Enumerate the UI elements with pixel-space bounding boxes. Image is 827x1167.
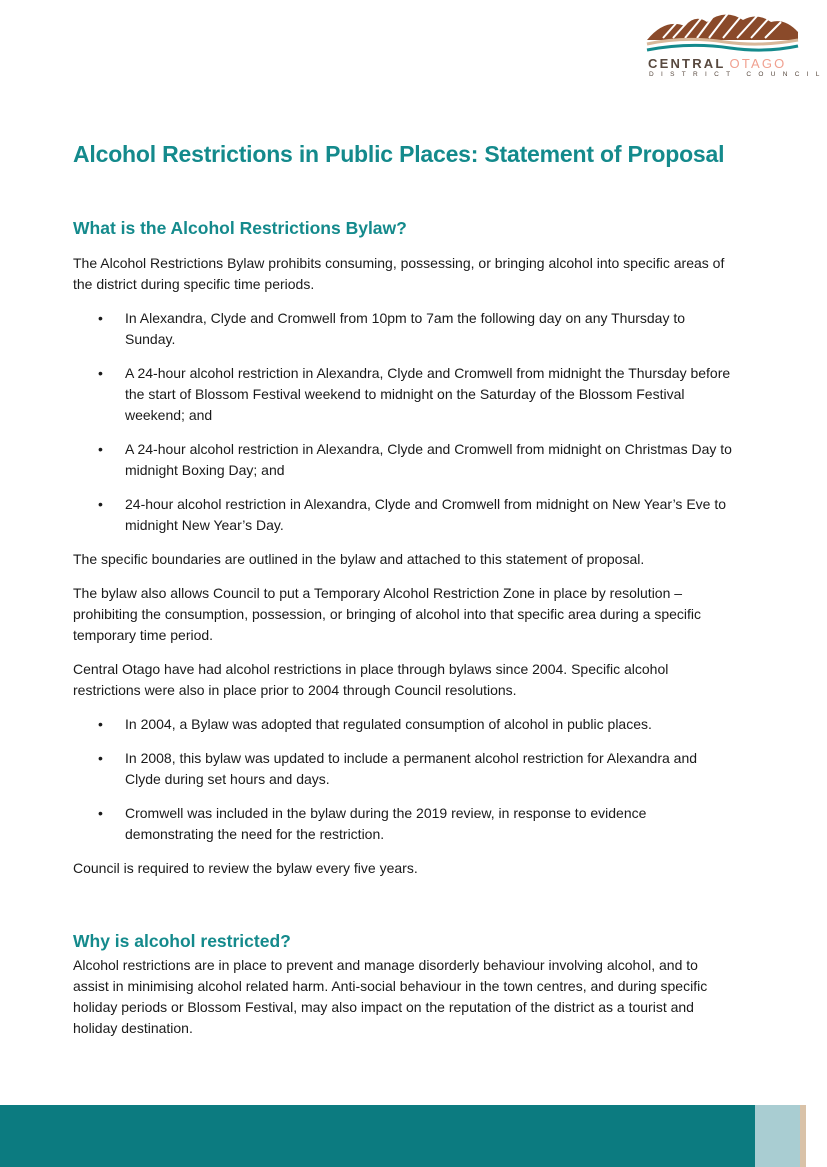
bullet-icon: • (98, 365, 103, 381)
logo-wordmark: CENTRAL OTAGO (648, 56, 787, 71)
list-item: • In 2008, this bylaw was updated to include a permanent alcohol restriction for Alexandra and Clyde during set hours and days. (98, 750, 698, 787)
paragraph: The Alcohol Restrictions Bylaw prohibits consuming, possessing, or bringing alcohol into specific areas of the district during specific time periods. (73, 255, 725, 292)
bullet-icon: • (98, 716, 103, 732)
footer-edge (800, 1105, 806, 1167)
list-item: • Cromwell was included in the bylaw during the 2019 review, in response to evidence demonstrating the need for the restriction. (98, 805, 647, 842)
paragraph: The bylaw also allows Council to put a Temporary Alcohol Restriction Zone in place by resolution – prohibiting the consumption, possession, or bringing of alcohol into that specific area during a specific temporary time period. (73, 585, 702, 643)
bullet-icon: • (98, 805, 103, 821)
list-item: • A 24-hour alcohol restriction in Alexandra, Clyde and Cromwell from midnight on Christmas Day to midnight Boxing Day; and (98, 441, 732, 478)
bullet-icon: • (98, 750, 103, 766)
section-why-restricted (73, 931, 733, 1052)
footer-bar (0, 1105, 755, 1167)
page-title: Alcohol Restrictions in Public Places: Statement of Proposal (73, 141, 725, 167)
paragraph: The specific boundaries are outlined in the bylaw and attached to this statement of proposal. (73, 551, 645, 567)
paragraph: Central Otago have had alcohol restrictions in place through bylaws since 2004. Specific alcohol restrictions were also in place prior to 2004 through Council resolutions. (73, 661, 669, 698)
bullet-icon: • (98, 310, 103, 326)
restriction-list (73, 308, 733, 536)
logo-subtitle: DISTRICT COUNCIL (649, 71, 827, 78)
section-what-is-bylaw (73, 218, 733, 892)
list-item: • In 2004, a Bylaw was adopted that regulated consumption of alcohol in public places. (73, 714, 733, 735)
list-item: • A 24-hour alcohol restriction in Alexandra, Clyde and Cromwell from midnight the Thursday before the start of Blossom Festival weekend to midnight on the Saturday of the Blossom Festival weekend; and (98, 365, 731, 423)
section-heading: What is the Alcohol Restrictions Bylaw? (73, 218, 407, 238)
bullet-icon: • (98, 496, 103, 512)
footer-accent (755, 1105, 800, 1167)
paragraph: Council is required to review the bylaw every five years. (73, 860, 418, 876)
list-item: • 24-hour alcohol restriction in Alexandra, Clyde and Cromwell from midnight on New Year’s Eve to midnight New Year’s Day. (98, 496, 727, 533)
council-logo (645, 8, 827, 78)
mountains-logo-icon (645, 8, 800, 56)
bullet-icon: • (98, 441, 103, 457)
paragraph: Alcohol restrictions are in place to prevent and manage disorderly behaviour involving alcohol, and to assist in minimising alcohol related harm. Anti-social behaviour in the town centres, and during specific holiday periods or Blossom Festival, may also impact on the reputation of the district as a tourist and holiday destination. (73, 957, 708, 1036)
section-heading: Why is alcohol restricted? (73, 931, 291, 951)
history-list (73, 714, 733, 845)
list-item: • In Alexandra, Clyde and Cromwell from 10pm to 7am the following day on any Thursday to Sunday. (98, 310, 686, 347)
